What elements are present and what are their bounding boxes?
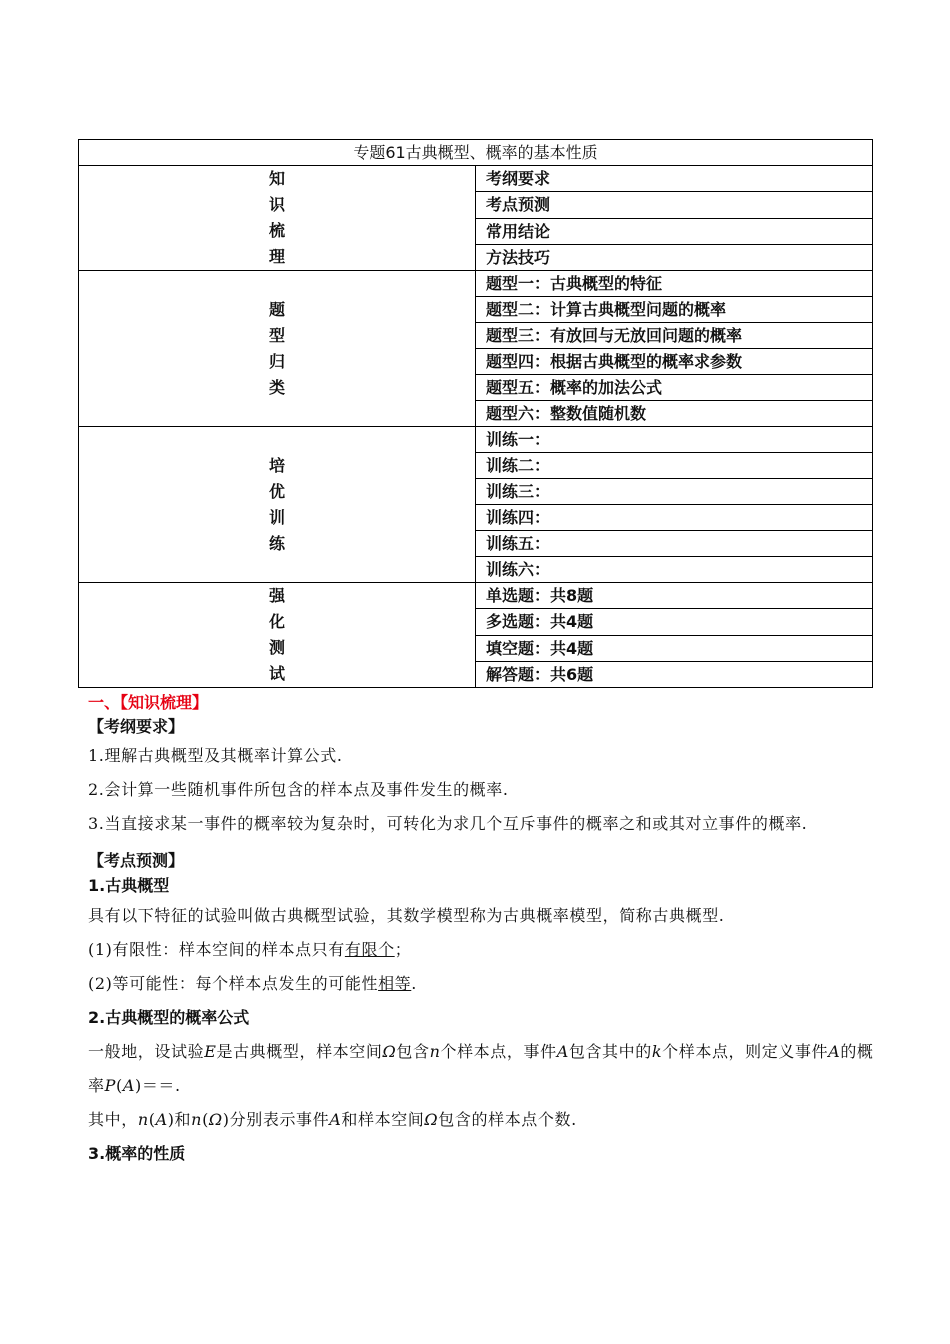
math-var: n: [429, 1042, 441, 1061]
text-span: 一般地，设试验: [88, 1042, 205, 1061]
text-span: )分别表示事件: [222, 1110, 330, 1129]
toc-item: 题型二：计算古典概型问题的概率: [476, 297, 873, 323]
math-var: A: [155, 1110, 168, 1129]
text-span: 包含的样本点个数.: [438, 1110, 577, 1129]
toc-item: 考纲要求: [476, 166, 873, 192]
section-heading-knowledge: 一、【知识梳理】: [88, 693, 209, 712]
toc-item: 题型五：概率的加法公式: [476, 375, 873, 401]
toc-category-char: 识: [268, 195, 285, 214]
toc-category-char: 知: [268, 169, 285, 188]
toc-title-row: [79, 140, 873, 166]
toc-item: 训练一：: [476, 427, 873, 453]
toc-item: 单选题：共8题: [476, 583, 873, 609]
toc-item: 题型四：根据古典概型的概率求参数: [476, 349, 873, 375]
text-span: 包含其中的: [568, 1042, 652, 1061]
para-equal-likelihood: [88, 967, 878, 1001]
toc-category: [79, 271, 476, 427]
subheading-probability-formula: 2.古典概型的概率公式: [88, 1008, 250, 1027]
toc-category-char: 类: [268, 377, 285, 397]
toc-category-char: 化: [268, 612, 285, 631]
text-span: 和样本空间: [341, 1110, 425, 1129]
para-probability-formula: [88, 1035, 878, 1103]
toc-item: 题型六：整数值随机数: [476, 401, 873, 427]
text-span: (: [202, 1110, 209, 1129]
finiteness-punct: ；: [394, 940, 412, 959]
toc-item: 方法技巧: [476, 244, 873, 270]
para-finiteness: [88, 933, 878, 967]
text-span: 的概率: [88, 1042, 874, 1095]
para-classical-model-def: 具有以下特征的试验叫做古典概型试验，其数学模型称为古典概率模型，简称古典概型.: [88, 906, 725, 925]
toc-category-char: 强: [268, 586, 285, 605]
toc-item: 常用结论: [476, 218, 873, 244]
equal-likelihood-punct: .: [411, 974, 417, 993]
text-span: (: [115, 1076, 123, 1095]
text-span: 包含: [396, 1042, 430, 1061]
equal-likelihood-underlined: 相等: [378, 974, 412, 993]
math-var: Ω: [424, 1110, 439, 1129]
toc-category-char: 训: [268, 507, 285, 527]
toc-category-char: 归: [268, 351, 285, 371]
math-var: Ω: [382, 1042, 397, 1061]
subheading-classical-model: 1.古典概型: [88, 876, 170, 895]
toc-category: [79, 583, 476, 688]
kaogang-item-1: 1.理解古典概型及其概率计算公式.: [88, 746, 343, 765]
toc-item: 训练三：: [476, 479, 873, 505]
toc-category: [79, 166, 476, 271]
toc-item: 训练四：: [476, 505, 873, 531]
math-var: E: [204, 1042, 217, 1061]
toc-category-char: 培: [268, 455, 285, 475]
toc-category-char: 练: [268, 533, 285, 553]
finiteness-text: (1)有限性：样本空间的样本点只有: [88, 940, 345, 959]
toc-row: [79, 271, 873, 297]
math-var: Ω: [208, 1110, 223, 1129]
para-notation: [88, 1103, 878, 1137]
toc-item: 训练六：: [476, 557, 873, 583]
toc-item: 训练二：: [476, 453, 873, 479]
text-span: 是古典概型，样本空间: [216, 1042, 383, 1061]
heading-kaodian: 【考点预测】: [88, 851, 185, 870]
math-var: A: [122, 1076, 135, 1095]
math-var: k: [651, 1042, 663, 1061]
toc-item: 训练五：: [476, 531, 873, 557]
toc-item: 题型三：有放回与无放回问题的概率: [476, 323, 873, 349]
toc-table: [78, 139, 873, 688]
text-span: )＝＝.: [134, 1076, 181, 1095]
text-span: 其中，: [88, 1110, 138, 1129]
equal-likelihood-text: (2)等可能性：每个样本点发生的可能性: [88, 974, 379, 993]
math-var: P: [104, 1076, 116, 1095]
toc-category-char: 型: [268, 325, 285, 345]
toc-item: 多选题：共4题: [476, 609, 873, 635]
toc-item: 填空题：共4题: [476, 635, 873, 661]
toc-category-char: 优: [268, 481, 285, 501]
toc-category: [79, 427, 476, 583]
toc-category-char: 题: [268, 299, 285, 319]
toc-row: [79, 427, 873, 453]
toc-row: [79, 583, 873, 609]
text-span: 个样本点，则定义事件: [662, 1042, 829, 1061]
toc-item: 题型一：古典概型的特征: [476, 271, 873, 297]
math-var: A: [828, 1042, 841, 1061]
finiteness-underlined: 有限个: [344, 940, 395, 959]
heading-kaogang: 【考纲要求】: [88, 717, 185, 736]
document-body: [88, 691, 878, 1171]
math-var: A: [556, 1042, 569, 1061]
math-var: A: [329, 1110, 342, 1129]
text-span: 个样本点，事件: [440, 1042, 557, 1061]
math-var: n: [137, 1110, 149, 1129]
toc-item: 解答题：共6题: [476, 661, 873, 687]
toc-category-char: 测: [268, 638, 285, 657]
toc-category-char: 试: [268, 664, 285, 683]
toc-category-char: 梳: [268, 221, 285, 240]
toc-category-char: 理: [268, 247, 285, 266]
toc-item: 考点预测: [476, 192, 873, 218]
text-span: (: [148, 1110, 156, 1129]
toc-row: [79, 166, 873, 192]
text-span: )和: [167, 1110, 192, 1129]
math-var: n: [191, 1110, 203, 1129]
kaogang-item-3: 3.当直接求某一事件的概率较为复杂时，可转化为求几个互斥事件的概率之和或其对立事件的概率.: [88, 814, 808, 833]
subheading-probability-properties: 3.概率的性质: [88, 1144, 186, 1163]
toc-title: 专题61古典概型、概率的基本性质: [79, 140, 873, 166]
kaogang-item-2: 2.会计算一些随机事件所包含的样本点及事件发生的概率.: [88, 780, 509, 799]
